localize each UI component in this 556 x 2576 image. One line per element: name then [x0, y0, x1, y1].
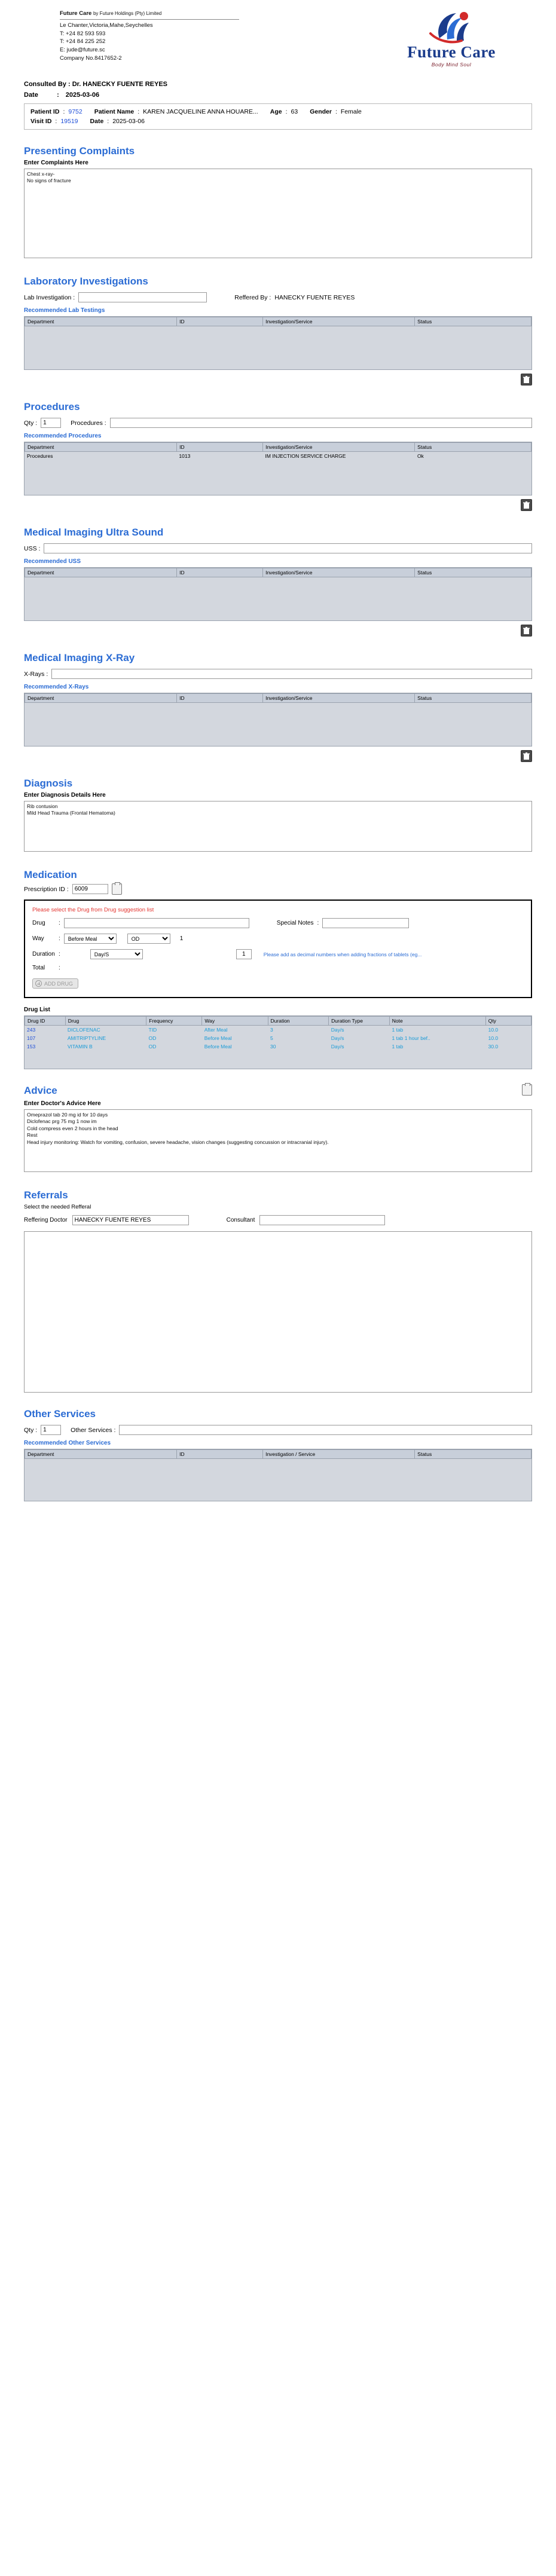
patient-id-colon: : — [63, 108, 65, 115]
other-services-qty-input[interactable] — [41, 1425, 61, 1435]
patient-name-value: KAREN JACQUELINE ANNA HOUARE... — [143, 108, 258, 115]
referring-doctor-label: Reffering Doctor — [24, 1217, 68, 1223]
header-divider — [60, 19, 239, 20]
consult-date-value: 2025-03-06 — [65, 91, 100, 99]
section-title-medication: Medication — [24, 869, 77, 880]
drug-cell-qty: 10.0 — [488, 1027, 499, 1033]
procedures-delete-row — [24, 499, 532, 511]
trash-glyph-icon — [523, 627, 530, 635]
drug-cell-id: 153 — [27, 1044, 36, 1050]
company-name-line — [60, 10, 239, 18]
company-name: Future Care — [60, 10, 92, 17]
table-header-row — [25, 1017, 531, 1026]
way-select[interactable] — [64, 934, 117, 944]
drug-cell-frequency: OD — [148, 1035, 157, 1041]
company-tel-1: T: +24 82 593 593 — [60, 30, 106, 37]
section-title-diagnosis: Diagnosis — [24, 778, 73, 789]
clipboard-icon[interactable] — [112, 883, 122, 895]
consult-date-row — [24, 91, 532, 99]
xray-col-department: Department — [25, 694, 177, 703]
drug-cell-note: 1 tab 1 hour bef.. — [392, 1035, 430, 1041]
drug-list-grid — [24, 1015, 532, 1069]
os-col-department: Department — [25, 1450, 177, 1459]
lab-col-department: Department — [25, 317, 177, 326]
table-header-row — [25, 443, 531, 452]
consultant-input[interactable] — [259, 1215, 385, 1225]
patient-name-label: Patient Name — [94, 108, 135, 115]
add-drug-label: ADD DRUG — [44, 980, 74, 987]
duration-label: Duration — [32, 951, 55, 957]
proc-cell-department: Procedures — [27, 453, 53, 459]
recommended-xrays-link[interactable]: Recommended X-Rays — [24, 684, 89, 690]
consulted-by-row — [24, 81, 532, 88]
drug-col-duration: Duration — [268, 1017, 329, 1026]
gender-label: Gender — [310, 108, 332, 115]
logo-wordmark — [389, 44, 514, 60]
drug-cell-frequency: TID — [148, 1027, 157, 1033]
consult-date-label: Date — [24, 91, 38, 99]
patient-id-value: 9752 — [68, 108, 83, 115]
xray-input[interactable] — [51, 669, 532, 679]
consultant-label: Consultant — [226, 1217, 255, 1223]
logo-tagline: Body Mind Soul — [431, 62, 472, 68]
total-colon: : — [59, 965, 60, 971]
drug-cell-drug: VITAMIN B — [67, 1044, 93, 1050]
table-header-row — [25, 1450, 531, 1459]
consult-date-colon: : — [57, 91, 59, 99]
special-notes-colon: : — [317, 920, 319, 926]
uss-input-row — [24, 543, 532, 553]
drug-label: Drug — [32, 920, 45, 926]
company-email: E: jude@future.sc — [60, 47, 105, 54]
section-title-xray: Medical Imaging X-Ray — [24, 652, 135, 663]
referrals-subtitle: Select the needed Refferal — [24, 1204, 91, 1210]
special-notes-label: Special Notes — [276, 920, 314, 926]
proc-col-status: Status — [415, 443, 531, 452]
drug-cell-duration: 30 — [270, 1044, 276, 1050]
trash-glyph-icon — [523, 752, 530, 760]
xray-col-status: Status — [415, 694, 531, 703]
patient-id-label: Patient ID — [30, 108, 60, 115]
drug-col-qty: Qty — [485, 1017, 531, 1026]
medication-duration-row — [32, 949, 524, 959]
drug-cell-note: 1 tab — [392, 1027, 404, 1033]
frequency-select[interactable] — [127, 934, 170, 944]
procedures-qty-label: Qty : — [24, 419, 38, 427]
uss-grid — [24, 567, 532, 621]
proc-cell-service: IM INJECTION SERVICE CHARGE — [265, 453, 346, 459]
company-address: Le Chanter,Victoria,Mahe,Seychelles — [60, 22, 153, 29]
drug-cell-drug: DICLOFENAC — [67, 1027, 100, 1033]
lab-col-service: Investigation/Service — [263, 317, 415, 326]
patient-info-box — [24, 103, 532, 130]
trash-icon[interactable] — [521, 374, 532, 386]
proc-col-service: Investigation/Service — [263, 443, 415, 452]
advice-subtitle: Enter Doctor's Advice Here — [24, 1100, 101, 1107]
drug-cell-way: Before Meal — [204, 1035, 232, 1041]
advice-textarea[interactable] — [24, 1109, 532, 1172]
drug-cell-note: 1 tab — [392, 1044, 404, 1050]
prescription-id-row — [24, 883, 532, 895]
other-services-body — [25, 1459, 531, 1501]
uss-col-department: Department — [25, 568, 177, 577]
uss-label: USS : — [24, 544, 41, 552]
drug-cell-duration: 3 — [270, 1027, 273, 1033]
medication-entry-panel — [24, 900, 532, 998]
lab-investigation-input[interactable] — [78, 292, 207, 302]
lab-investigation-row — [24, 292, 532, 302]
xray-col-id: ID — [177, 694, 263, 703]
clipboard-icon[interactable] — [522, 1084, 532, 1096]
prescription-id-label: Prescription ID : — [24, 885, 69, 893]
xray-header-table — [25, 693, 531, 703]
company-tel-2: T: +24 84 225 252 — [60, 38, 106, 45]
patient-name-colon: : — [138, 108, 140, 115]
other-services-qty-label: Qty : — [24, 1426, 38, 1434]
duration-unit-select[interactable] — [90, 949, 143, 959]
duration-colon: : — [59, 951, 60, 957]
drug-cell-duration-type: Day/s — [331, 1044, 344, 1050]
lab-results-body — [25, 326, 531, 369]
lab-investigation-label: Lab Investigation : — [24, 293, 75, 301]
drug-col-duration-type: Duration Type — [329, 1017, 390, 1026]
age-colon: : — [285, 108, 288, 115]
other-services-grid — [24, 1449, 532, 1501]
way-colon: : — [59, 935, 60, 942]
patient-info-row-1 — [30, 108, 526, 115]
xray-label: X-Rays : — [24, 670, 48, 678]
drug-col-frequency: Frequency — [146, 1017, 202, 1026]
trash-icon[interactable] — [521, 499, 532, 511]
drug-cell-way: After Meal — [204, 1027, 228, 1033]
recommended-lab-testings-link[interactable]: Recommended Lab Testings — [24, 307, 105, 314]
diagnosis-textarea[interactable] — [24, 801, 532, 852]
logo-mark-icon — [389, 11, 514, 44]
drug-cell-frequency: OD — [148, 1044, 157, 1050]
table-row[interactable] — [25, 1034, 531, 1042]
procedures-input[interactable] — [110, 418, 532, 428]
drug-list-body — [25, 1026, 531, 1069]
table-header-row — [25, 694, 531, 703]
proc-col-department: Department — [25, 443, 177, 452]
age-value: 63 — [291, 108, 298, 115]
section-title-procedures: Procedures — [24, 401, 80, 412]
lab-results-grid — [24, 316, 532, 370]
age-label: Age — [270, 108, 282, 115]
xray-grid — [24, 693, 532, 747]
table-row[interactable] — [25, 1026, 531, 1034]
lab-col-id: ID — [177, 317, 263, 326]
diagnosis-subtitle: Enter Diagnosis Details Here — [24, 792, 106, 799]
section-title-uss: Medical Imaging Ultra Sound — [24, 527, 164, 538]
os-col-service: Investigation / Service — [263, 1450, 415, 1459]
drug-cell-qty: 10.0 — [488, 1035, 499, 1041]
lab-col-status: Status — [415, 317, 531, 326]
visit-id-colon: : — [55, 118, 57, 125]
duration-value-input[interactable] — [236, 949, 252, 959]
uss-col-id: ID — [177, 568, 263, 577]
logo-word-future: Future — [407, 43, 457, 61]
trash-glyph-icon — [523, 501, 530, 509]
duration-hint-text: Please add as decimal numbers when adding fractions of tablets (eg... — [263, 951, 422, 957]
procedures-label: Procedures : — [71, 419, 106, 427]
section-title-complaints: Presenting Complaints — [24, 145, 135, 157]
drug-cell-way: Before Meal — [204, 1044, 232, 1050]
company-number: Company No.8417652-2 — [60, 54, 122, 62]
uss-input[interactable] — [44, 543, 532, 553]
referrals-selection-box[interactable] — [24, 1231, 532, 1393]
medication-way-row — [32, 934, 524, 944]
company-suffix: by Future Holdings (Pty) Limited — [93, 11, 162, 16]
xray-input-row — [24, 669, 532, 679]
consulted-by-value: Dr. HANECKY FUENTE REYES — [72, 81, 168, 88]
procedures-input-row — [24, 418, 532, 428]
xray-body — [25, 703, 531, 746]
lab-referred-by-value: HANECKY FUENTE REYES — [274, 293, 355, 301]
add-drug-button[interactable] — [32, 978, 78, 989]
medication-total-row — [32, 965, 524, 971]
drug-cell-drug: AMITRIPTYLINE — [67, 1035, 106, 1041]
frequency-extra-value: 1 — [179, 935, 184, 942]
referring-doctor-input[interactable] — [72, 1215, 189, 1225]
logo-word-care: Care — [460, 43, 496, 61]
medication-drug-row — [32, 918, 524, 928]
visit-date-colon: : — [107, 118, 109, 125]
other-services-header-table — [25, 1449, 531, 1459]
procedures-rows-table — [25, 452, 531, 460]
lab-delete-row — [24, 374, 532, 386]
procedures-body — [25, 452, 531, 495]
visit-date-label: Date — [90, 118, 104, 125]
patient-info-row-2 — [30, 118, 526, 125]
drug-col-way: Way — [202, 1017, 268, 1026]
table-header-row — [25, 317, 531, 326]
proc-cell-id: 1013 — [179, 453, 191, 459]
special-notes-input[interactable] — [322, 918, 409, 928]
company-logo — [389, 10, 514, 68]
drug-input[interactable] — [64, 918, 249, 928]
uss-col-service: Investigation/Service — [263, 568, 415, 577]
add-drug-row — [32, 978, 524, 989]
trash-glyph-icon — [523, 376, 530, 384]
procedures-grid — [24, 442, 532, 495]
drug-colon: : — [59, 920, 60, 926]
procedures-qty-input[interactable] — [41, 418, 61, 428]
recommended-uss-link[interactable]: Recommended USS — [24, 558, 81, 565]
way-label: Way — [32, 935, 44, 942]
drug-list-header-table — [25, 1016, 531, 1026]
section-title-laboratory: Laboratory Investigations — [24, 276, 148, 287]
visit-date-value: 2025-03-06 — [112, 118, 145, 125]
complaints-subtitle: Enter Complaints Here — [24, 160, 88, 166]
section-title-advice: Advice — [24, 1085, 57, 1096]
table-row[interactable] — [25, 1042, 531, 1051]
drug-list-title: Drug List — [24, 1006, 50, 1013]
uss-col-status: Status — [415, 568, 531, 577]
drug-cell-duration-type: Day/s — [331, 1027, 344, 1033]
complaints-textarea[interactable] — [24, 169, 532, 258]
trash-icon[interactable] — [521, 625, 532, 637]
logo-swoosh-icon — [407, 11, 496, 44]
lab-results-header-table — [25, 317, 531, 326]
trash-icon[interactable] — [521, 750, 532, 762]
drug-col-drug: Drug — [65, 1017, 146, 1026]
drug-col-note: Note — [389, 1017, 485, 1026]
xray-delete-row — [24, 750, 532, 762]
section-title-referrals: Referrals — [24, 1189, 68, 1201]
os-col-id: ID — [177, 1450, 263, 1459]
xray-col-service: Investigation/Service — [263, 694, 415, 703]
page-header — [24, 0, 532, 74]
total-label: Total — [32, 965, 45, 971]
drug-list-rows-table — [25, 1026, 531, 1051]
medication-warning-text: Please select the Drug from Drug suggestion list — [32, 907, 154, 913]
plus-circle-icon — [35, 980, 42, 987]
proc-cell-status: Ok — [417, 453, 424, 459]
drug-cell-qty: 30.0 — [488, 1044, 499, 1050]
proc-col-id: ID — [177, 443, 263, 452]
uss-header-table — [25, 568, 531, 577]
other-services-input[interactable] — [119, 1425, 532, 1435]
procedures-header-table — [25, 442, 531, 452]
other-services-label: Other Services : — [71, 1426, 116, 1434]
drug-cell-duration: 5 — [270, 1035, 273, 1041]
company-details — [60, 10, 239, 63]
gender-value: Female — [340, 108, 362, 115]
consulted-by-label: Consulted By : — [24, 81, 71, 88]
gender-colon: : — [335, 108, 337, 115]
uss-body — [25, 577, 531, 620]
visit-id-label: Visit ID — [30, 118, 52, 125]
prescription-id-input[interactable] — [72, 884, 108, 894]
referring-doctor-row — [24, 1215, 532, 1225]
os-col-status: Status — [415, 1450, 531, 1459]
drug-cell-duration-type: Day/s — [331, 1035, 344, 1041]
visit-id-value: 19519 — [60, 118, 78, 125]
recommended-procedures-link[interactable]: Recommended Procedures — [24, 433, 102, 439]
drug-cell-id: 243 — [27, 1027, 36, 1033]
lab-referred-by-label: Reffered By : — [234, 293, 271, 301]
table-row[interactable] — [25, 452, 531, 460]
uss-delete-row — [24, 625, 532, 637]
table-header-row — [25, 568, 531, 577]
drug-col-id: Drug ID — [25, 1017, 66, 1026]
other-services-input-row — [24, 1425, 532, 1435]
section-title-other-services: Other Services — [24, 1408, 96, 1419]
recommended-other-services-link[interactable]: Recommended Other Services — [24, 1440, 111, 1446]
drug-cell-id: 107 — [27, 1035, 36, 1041]
